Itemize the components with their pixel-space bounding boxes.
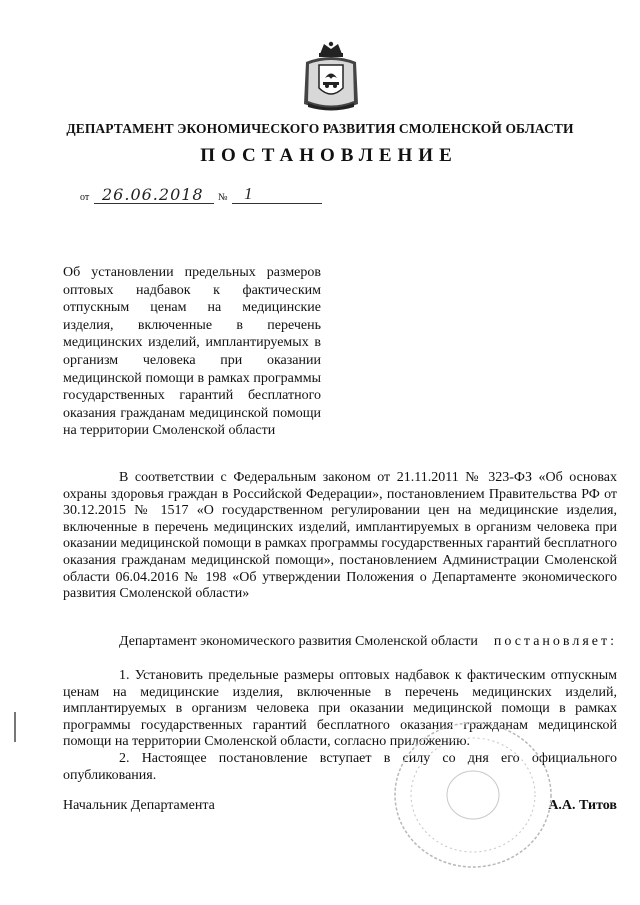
decree-intro: Департамент экономического развития Смоленской области [119, 634, 478, 649]
number-prefix: № [218, 192, 228, 203]
department-name: ДЕПАРТАМЕНТ ЭКОНОМИЧЕСКОГО РАЗВИТИЯ СМОЛЕНСКОЙ ОБЛАСТИ [66, 121, 574, 136]
signatory-name: А.А. Титов [548, 798, 617, 813]
official-seal-stamp [388, 715, 558, 875]
coat-of-arms-emblem [300, 40, 362, 114]
decree-item-1: 1. Установить предельные размеры оптовых надбавок к фактическим отпускным ценам на медицинские изделия, включенные в перечень медицинских изделий, имплантируемых в организм человека при оказании медицинской помощи в рамках программы государственных гарантий бесплатного оказания гражданам медицинской помощи на территории Смоленской области, согласно приложению. [63, 668, 617, 750]
document-title: ПОСТАНОВЛЕНИЕ [200, 145, 458, 166]
handwritten-number: 1 [244, 184, 253, 203]
date-prefix: от [80, 192, 90, 203]
preamble-block [63, 470, 617, 603]
handwritten-date: 26.06.2018 [102, 185, 204, 204]
preamble-paragraph: В соответствии с Федеральным законом от 21.11.2011 № 323-ФЗ «Об основах охраны здоровья граждан в Российской Федерации», постановлением Правительства РФ от 30.12.2015 № 1517 «О государственном регулировании цен на медицинские изделия, включенные в перечень медицинских изделий, имплантируемых в организм человека при оказании медицинской помощи в рамках программы государственных гарантий бесплатного оказания гражданам медицинской помощи», постановлением Администрации Смоленской области 06.04.2016 № 198 «Об утверждении Положения о Департаменте экономического развития Смоленской области» [63, 470, 617, 602]
document-subject: Об установлении предельных размеров оптовых надбавок к фактическим отпускным ценам на медицинские изделия, включенные в перечень медицинских изделий, имплантируемых в организм человека при оказании медицинской помощи в рамках программы государственных гарантий бесплатного оказания гражданам медицинской помощи на территории Смоленской области [63, 265, 321, 439]
decree-item-2: 2. Настоящее постановление вступает в силу со дня его официального опубликования. [63, 750, 617, 783]
signatory-position: Начальник Департамента [63, 798, 215, 813]
scan-margin-mark [14, 712, 16, 742]
decree-verb: постановляет: [493, 634, 617, 649]
decree-line [63, 633, 617, 650]
